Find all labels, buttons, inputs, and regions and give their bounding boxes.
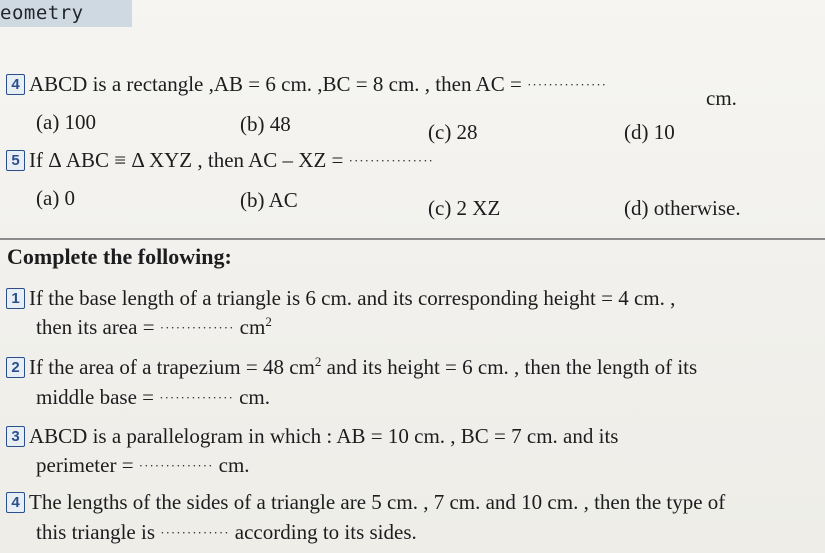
- question-4: [6, 72, 607, 97]
- item-text: ABCD is a parallelogram in which : AB = 10 cm. , BC = 7 cm. and its: [29, 424, 619, 448]
- superscript: 2: [265, 314, 272, 329]
- complete-item-1-line2: [36, 315, 272, 340]
- item-number: 4: [6, 492, 25, 513]
- option-b: (b) AC: [240, 188, 298, 212]
- section-divider: [0, 238, 825, 240]
- item-text: perimeter =: [36, 453, 139, 477]
- option-d: (d) otherwise.: [624, 196, 741, 220]
- question-text: ABCD is a rectangle ,AB = 6 cm. ,BC = 8 cm. , then AC =: [29, 72, 528, 96]
- complete-item-1: [6, 286, 675, 311]
- item-number: 1: [6, 288, 25, 309]
- complete-item-4: [6, 490, 725, 515]
- item-text: The lengths of the sides of a triangle are 5 cm. , 7 cm. and 10 cm. , then the type of: [29, 490, 726, 514]
- complete-item-2: [6, 355, 697, 380]
- superscript: 2: [314, 354, 322, 369]
- item-text: and its height = 6 cm. , then the length of its: [321, 355, 698, 379]
- section-title: Complete the following:: [7, 244, 232, 269]
- complete-item-2-line2: [36, 385, 270, 410]
- item-text: If the area of a trapezium = 48 cm: [29, 355, 315, 379]
- unit-text: cm: [234, 315, 266, 339]
- item-number: 3: [6, 426, 25, 447]
- option-a: (a) 100: [36, 110, 97, 134]
- item-text: this triangle is: [36, 520, 161, 544]
- question-text: If Δ ABC ≡ Δ XYZ , then AC – XZ =: [29, 148, 349, 172]
- unit-text: cm.: [213, 453, 250, 477]
- blank-dots: ·············: [160, 525, 230, 540]
- option-d: (d) 10: [624, 120, 675, 144]
- question-number: 4: [6, 74, 25, 95]
- option-a: (a) 0: [36, 186, 76, 210]
- option-c: (c) 2 XZ: [428, 196, 501, 220]
- blank-dots: ················: [348, 153, 434, 168]
- chapter-title: eometry: [0, 2, 84, 24]
- chapter-header: [0, 0, 132, 27]
- option-c: (c) 28: [428, 120, 478, 144]
- complete-item-3: [6, 424, 618, 449]
- item-text: If the base length of a triangle is 6 cm. and its corresponding height = 4 cm. ,: [29, 286, 676, 310]
- blank-dots: ···············: [527, 77, 608, 92]
- question-5: [6, 148, 434, 173]
- unit-text: cm.: [233, 385, 270, 409]
- item-text: middle base =: [36, 385, 160, 409]
- blank-dots: ··············: [159, 320, 235, 335]
- item-number: 2: [6, 357, 25, 378]
- blank-dots: ··············: [159, 390, 234, 405]
- complete-item-3-line2: [36, 453, 250, 478]
- question-4-unit: cm.: [706, 86, 737, 110]
- item-text: according to its sides.: [229, 520, 417, 544]
- blank-dots: ··············: [138, 458, 214, 473]
- option-b: (b) 48: [240, 112, 291, 136]
- item-text: then its area =: [36, 315, 160, 339]
- question-number: 5: [6, 150, 25, 171]
- complete-item-4-line2: [36, 520, 417, 545]
